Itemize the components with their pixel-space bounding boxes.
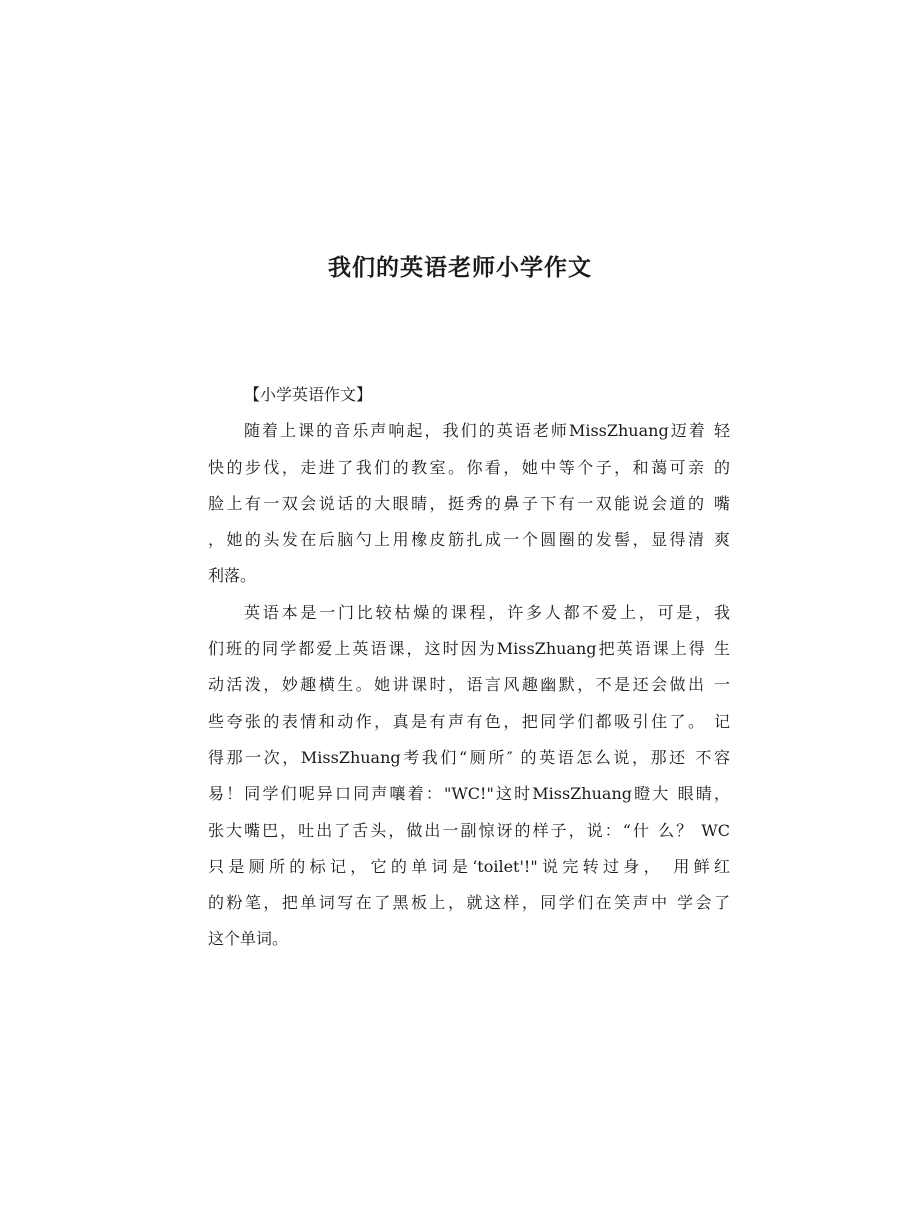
paragraph-line: 的粉笔，把单词写在了黑板上，就这样，同学们在笑声中 学会了 xyxy=(208,893,730,913)
paragraph-line: 脸上有一双会说话的大眼睛，挺秀的鼻子下有一双能说会道的 嘴 xyxy=(208,493,730,513)
document-title: 我们的英语老师小学作文 xyxy=(328,255,592,281)
paragraph-line: 些夸张的表情和动作，真是有声有色，把同学们都吸引住了。 记 xyxy=(208,711,730,731)
paragraph-line: 得那一次，MissZhuang考我们“厕所″ 的英语怎么说，那还 不容 xyxy=(208,747,730,767)
category-tag: 【小学英语作文】 xyxy=(244,385,373,404)
paragraph-line: 易！同学们呢异口同声嚷着："WC!"这时MissZhuang瞪大 眼睛， xyxy=(208,784,730,804)
paragraph-line: 随着上课的音乐声响起，我们的英语老师MissZhuang迈着 轻 xyxy=(244,421,730,441)
paragraph-line: 快的步伐，走进了我们的教室。你看，她中等个子，和蔼可亲 的 xyxy=(208,457,730,477)
paragraph-2 xyxy=(208,595,730,958)
paragraph-line: ，她的头发在后脑勺上用橡皮筋扎成一个圆圈的发髻，显得清 爽 xyxy=(208,530,730,550)
paragraph-line: 动活泼，妙趣横生。她讲课时，语言风趣幽默，不是还会做出 一 xyxy=(208,675,730,695)
paragraph-1 xyxy=(208,413,730,594)
paragraph-line: 英语本是一门比较枯燥的课程，许多人都不爱上，可是，我 xyxy=(244,602,730,622)
paragraph-line: 利落。 xyxy=(208,566,257,586)
paragraph-line: 张大嘴巴，吐出了舌头，做出一副惊讶的样子，说：“什 么？ WC xyxy=(208,820,730,840)
paragraph-line: 只是厕所的标记，它的单词是‘toilet'!"说完转过身， 用鲜红 xyxy=(208,856,730,876)
paragraph-line: 们班的同学都爱上英语课，这时因为MissZhuang把英语课上得 生 xyxy=(208,639,730,659)
document-body xyxy=(208,377,730,958)
paragraph-line: 这个单词。 xyxy=(208,929,289,949)
